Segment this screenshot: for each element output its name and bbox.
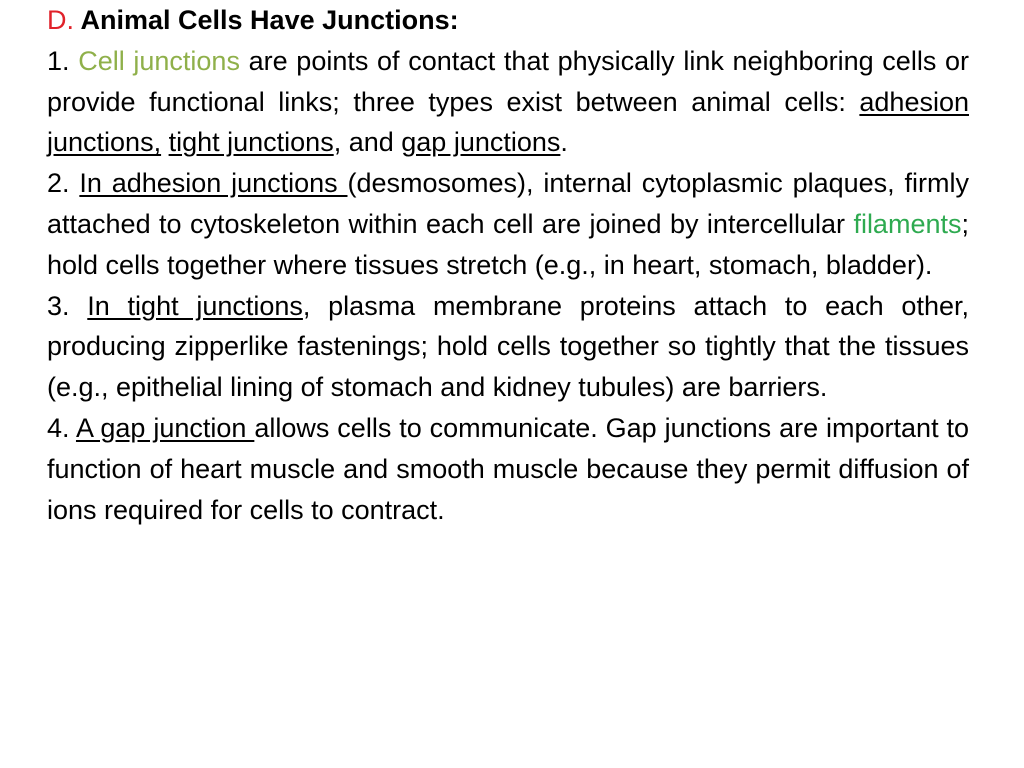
term-cell-junctions: Cell junctions (78, 45, 240, 76)
slide-heading (47, 0, 969, 41)
slide-content (47, 0, 969, 530)
point-1-end: . (560, 127, 568, 158)
point-1 (47, 41, 969, 163)
term-filaments: filaments (853, 208, 962, 239)
point-2-number: 2. (47, 168, 70, 199)
point-2-text-2: ; hold cells together where tissues stretch (e.g., in heart, stomach, bladder). (47, 208, 969, 280)
point-2 (47, 163, 969, 285)
point-3-number: 3. (47, 290, 70, 321)
point-1-number: 1. (47, 45, 70, 76)
point-1-sep-1 (161, 127, 169, 157)
term-gap-junction-heading: A gap junction (75, 412, 255, 443)
heading-title: Animal Cells Have Junctions: (80, 5, 459, 35)
term-tight-junctions-heading: In tight junctions (87, 290, 303, 321)
point-1-sep-2: , and (333, 127, 402, 158)
term-adhesion-junctions: adhesion junctions, (47, 86, 969, 158)
point-2-text-1: (desmosomes), internal cytoplasmic plaques, firmly attached to cytoskeleton within each cell are joined by intercellular (47, 168, 969, 239)
term-adhesion-junctions-heading: In adhesion junctions (79, 168, 348, 199)
heading-letter: D. (47, 5, 74, 35)
term-gap-junctions: gap junctions (401, 127, 561, 158)
point-1-text: are points of contact that physically link neighboring cells or provide functional links; three types exist between animal cells: (47, 45, 969, 117)
point-3 (47, 286, 969, 408)
point-4-text: allows cells to communicate. Gap junctions are important to function of heart muscle and smooth muscle because they permit diffusion of ions required for cells to contract. (47, 412, 970, 525)
point-4-number: 4. (47, 412, 70, 443)
term-tight-junctions: tight junctions (168, 127, 334, 158)
point-4 (47, 408, 969, 530)
point-3-text: , plasma membrane proteins attach to each other, producing zipperlike fastenings; hold cells together so tightly that the tissues (e.g., epithelial lining of stomach and kidney tubules) are barriers. (47, 290, 969, 403)
